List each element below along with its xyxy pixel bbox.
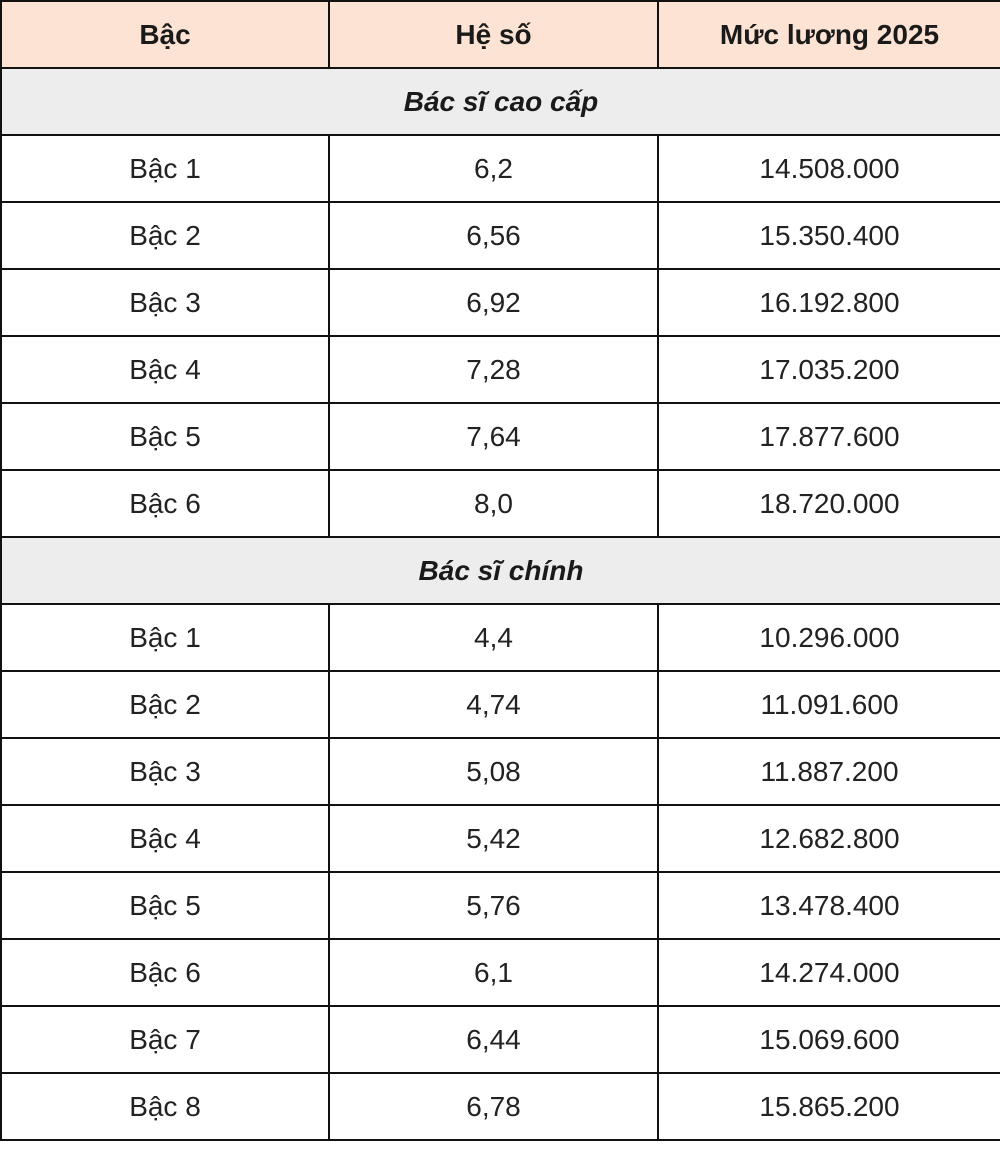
level-cell: Bậc 5 — [1, 872, 329, 939]
salary-cell: 11.091.600 — [658, 671, 1000, 738]
coefficient-cell: 6,2 — [329, 135, 658, 202]
coefficient-cell: 5,76 — [329, 872, 658, 939]
level-cell: Bậc 6 — [1, 470, 329, 537]
salary-cell: 15.069.600 — [658, 1006, 1000, 1073]
table-row — [1, 336, 1000, 403]
table-row — [1, 805, 1000, 872]
table-row — [1, 604, 1000, 671]
header-coefficient: Hệ số — [329, 1, 658, 68]
section-row — [1, 68, 1000, 135]
section-title: Bác sĩ chính — [1, 537, 1000, 604]
table-row — [1, 939, 1000, 1006]
level-cell: Bậc 3 — [1, 269, 329, 336]
header-salary: Mức lương 2025 — [658, 1, 1000, 68]
level-cell: Bậc 3 — [1, 738, 329, 805]
coefficient-cell: 5,42 — [329, 805, 658, 872]
table-row — [1, 202, 1000, 269]
level-cell: Bậc 5 — [1, 403, 329, 470]
table-row — [1, 1073, 1000, 1140]
salary-cell: 17.877.600 — [658, 403, 1000, 470]
salary-cell: 11.887.200 — [658, 738, 1000, 805]
salary-cell: 16.192.800 — [658, 269, 1000, 336]
salary-cell: 10.296.000 — [658, 604, 1000, 671]
table-row — [1, 671, 1000, 738]
salary-cell: 15.865.200 — [658, 1073, 1000, 1140]
level-cell: Bậc 4 — [1, 805, 329, 872]
coefficient-cell: 7,64 — [329, 403, 658, 470]
table-row — [1, 738, 1000, 805]
level-cell: Bậc 6 — [1, 939, 329, 1006]
coefficient-cell: 6,56 — [329, 202, 658, 269]
level-cell: Bậc 2 — [1, 202, 329, 269]
section-row — [1, 537, 1000, 604]
level-cell: Bậc 4 — [1, 336, 329, 403]
table-row — [1, 135, 1000, 202]
coefficient-cell: 7,28 — [329, 336, 658, 403]
level-cell: Bậc 1 — [1, 135, 329, 202]
coefficient-cell: 6,1 — [329, 939, 658, 1006]
level-cell: Bậc 7 — [1, 1006, 329, 1073]
coefficient-cell: 6,92 — [329, 269, 658, 336]
coefficient-cell: 5,08 — [329, 738, 658, 805]
coefficient-cell: 4,4 — [329, 604, 658, 671]
salary-cell: 12.682.800 — [658, 805, 1000, 872]
table-row — [1, 872, 1000, 939]
salary-cell: 15.350.400 — [658, 202, 1000, 269]
level-cell: Bậc 1 — [1, 604, 329, 671]
table-body — [1, 68, 1000, 1140]
header-row — [1, 1, 1000, 68]
table-row — [1, 403, 1000, 470]
salary-cell: 14.274.000 — [658, 939, 1000, 1006]
level-cell: Bậc 8 — [1, 1073, 329, 1140]
salary-cell: 13.478.400 — [658, 872, 1000, 939]
table-row — [1, 470, 1000, 537]
salary-cell: 17.035.200 — [658, 336, 1000, 403]
level-cell: Bậc 2 — [1, 671, 329, 738]
coefficient-cell: 4,74 — [329, 671, 658, 738]
coefficient-cell: 8,0 — [329, 470, 658, 537]
table-header — [1, 1, 1000, 68]
section-title: Bác sĩ cao cấp — [1, 68, 1000, 135]
table-row — [1, 1006, 1000, 1073]
header-level: Bậc — [1, 1, 329, 68]
coefficient-cell: 6,78 — [329, 1073, 658, 1140]
coefficient-cell: 6,44 — [329, 1006, 658, 1073]
salary-cell: 18.720.000 — [658, 470, 1000, 537]
table-row — [1, 269, 1000, 336]
salary-cell: 14.508.000 — [658, 135, 1000, 202]
